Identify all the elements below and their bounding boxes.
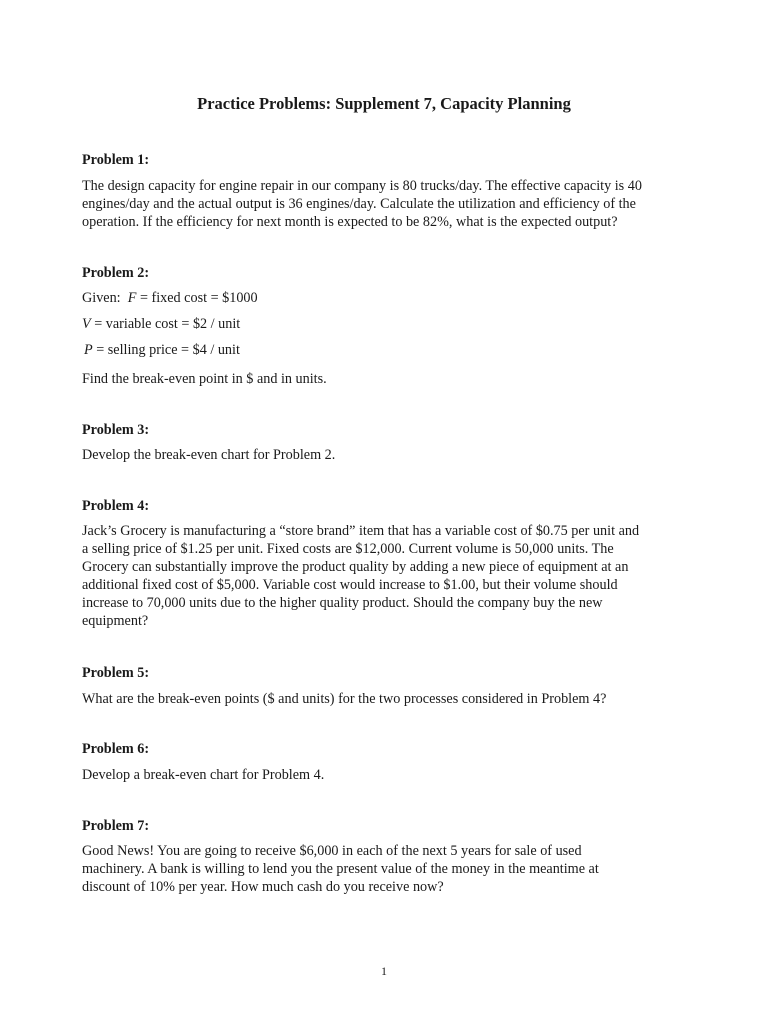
page-title: Practice Problems: Supplement 7, Capacity Planning [197, 94, 571, 113]
problem-1-text [82, 177, 702, 231]
problem-4-line: Jack’s Grocery is manufacturing a “store brand” item that has a variable cost of $0.75 per unit and [82, 523, 640, 539]
given-selling-price [84, 341, 240, 359]
problem-3-text [82, 446, 702, 464]
problem-1-line: operation. If the efficiency for next month is expected to be 82%, what is the expected output? [82, 214, 618, 230]
problem-7-text [82, 842, 702, 896]
problem-5-line: What are the break-even points ($ and units) for the two processes considered in Problem 4? [82, 691, 607, 707]
fixed-cost-symbol: F [127, 290, 137, 306]
problem-7-line: machinery. A bank is willing to lend you the present value of the money in the meantime at [82, 861, 599, 877]
problem-4-line: additional fixed cost of $5,000. Variable cost would increase to $1.00, but their volume should [82, 577, 618, 593]
given-label: Given: [82, 290, 121, 306]
problem-4-heading: Problem 4: [82, 498, 150, 514]
given-fixed-cost [82, 289, 258, 307]
fixed-cost-text: = fixed cost = $1000 [139, 290, 258, 306]
problem-1-heading: Problem 1: [82, 152, 150, 168]
problem-4-line: a selling price of $1.25 per unit. Fixed costs are $12,000. Current volume is 50,000 units. The [82, 541, 614, 557]
problem-7-heading: Problem 7: [82, 818, 150, 834]
problem-4-line: increase to 70,000 units due to the higher quality product. Should the company buy the new [82, 595, 603, 611]
problem-1-line: engines/day and the actual output is 36 engines/day. Calculate the utilization and efficiency of the [82, 196, 636, 212]
problem-4-text [82, 522, 702, 630]
problem-4-line: equipment? [82, 613, 149, 629]
selling-price-text: = selling price = $4 / unit [96, 342, 240, 358]
page-number: 1 [381, 964, 387, 978]
variable-cost-symbol: V [82, 316, 91, 332]
given-variable-cost [82, 315, 240, 333]
problem-4-line: Grocery can substantially improve the product quality by adding a new piece of equipment at an [82, 559, 629, 575]
problem-7-line: discount of 10% per year. How much cash do you receive now? [82, 879, 444, 895]
variable-cost-text: = variable cost = $2 / unit [94, 316, 241, 332]
problem-6-heading: Problem 6: [82, 741, 150, 757]
selling-price-symbol: P [84, 342, 93, 358]
problem-2-line: Find the break-even point in $ and in units. [82, 371, 327, 387]
problem-7-line: Good News! You are going to receive $6,000 in each of the next 5 years for sale of used [82, 843, 582, 859]
problem-5-heading: Problem 5: [82, 665, 150, 681]
problem-5-text [82, 690, 702, 708]
problem-2-heading: Problem 2: [82, 265, 150, 281]
problem-3-line: Develop the break-even chart for Problem 2. [82, 447, 336, 463]
problem-6-line: Develop a break-even chart for Problem 4. [82, 767, 325, 783]
problem-1-line: The design capacity for engine repair in our company is 80 trucks/day. The effective capacity is 40 [82, 178, 642, 194]
problem-6-text [82, 766, 702, 784]
problem-2-text [82, 370, 702, 388]
problem-3-heading: Problem 3: [82, 422, 150, 438]
